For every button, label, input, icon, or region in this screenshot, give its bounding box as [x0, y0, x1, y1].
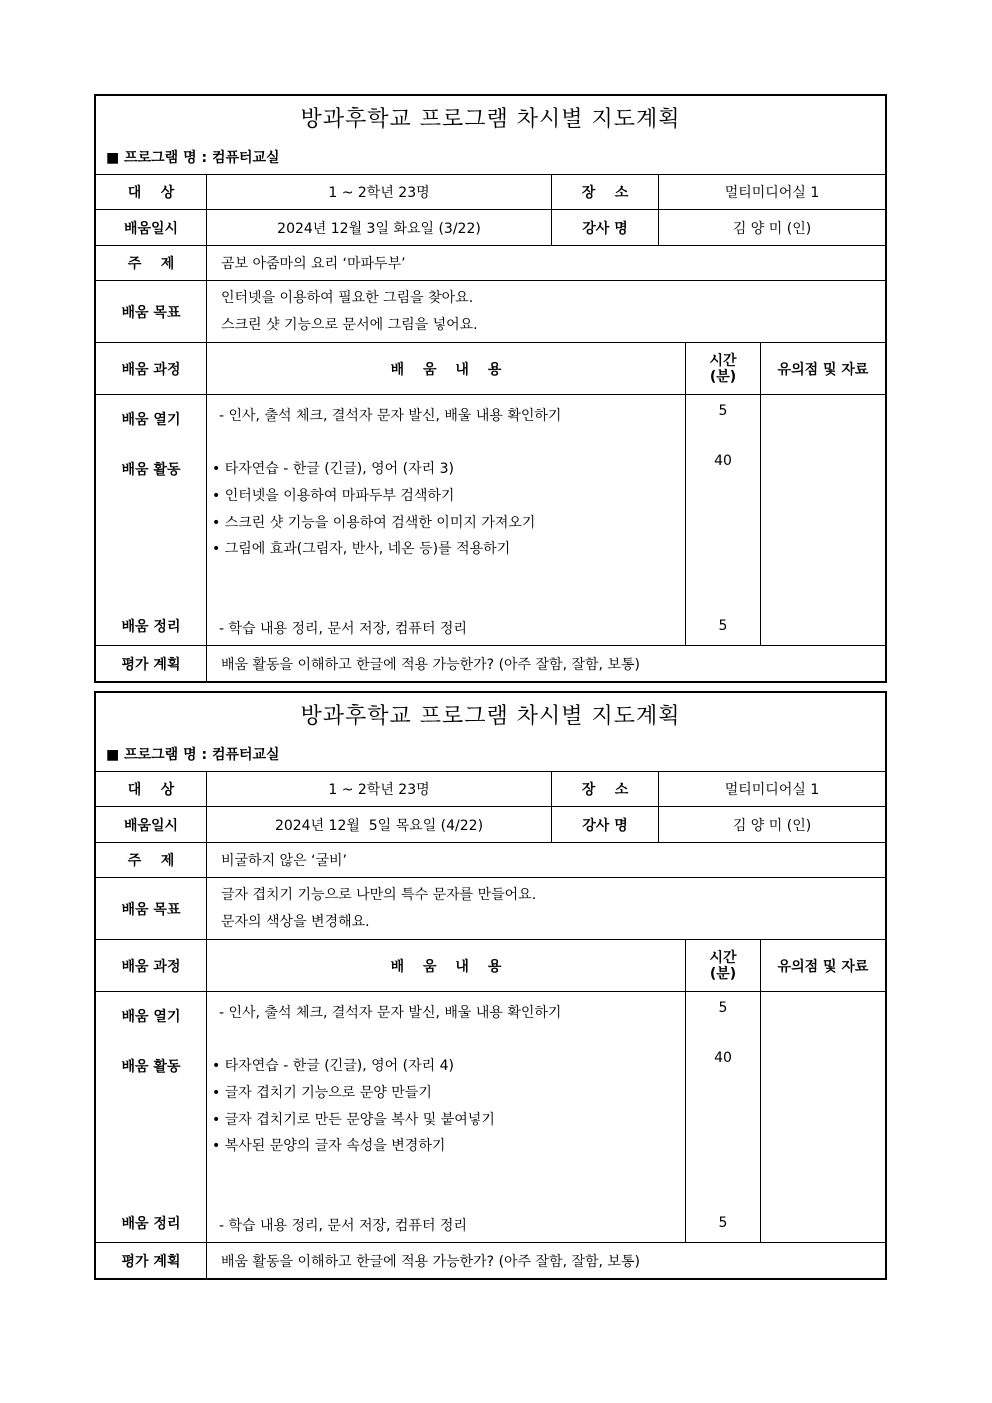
date-row — [96, 210, 885, 246]
topic-row — [96, 246, 885, 281]
time-label: 시간 — [709, 949, 737, 966]
target-value: 1 ~ 2학년 23명 — [207, 772, 552, 806]
open-text: - 인사, 출석 체크, 결석자 문자 발신, 배울 내용 확인하기 — [219, 1005, 562, 1021]
topic-label: 주 제 — [96, 843, 207, 877]
goal-item: 스크린 샷 기능으로 문서에 그림을 넣어요. — [221, 316, 478, 333]
open-text: - 인사, 출석 체크, 결석자 문자 발신, 배울 내용 확인하기 — [219, 408, 562, 424]
notes-label: 유의점 및 자료 — [777, 958, 869, 975]
plan-header — [96, 96, 885, 175]
teacher-label: 강사 명 — [552, 210, 659, 245]
close-text: - 학습 내용 정리, 문서 저장, 컴퓨터 정리 — [219, 1218, 467, 1234]
content-column — [207, 395, 686, 645]
process-header-row — [96, 940, 885, 992]
process-body-row — [96, 992, 885, 1243]
process-label: 배움 과정 — [96, 940, 207, 991]
place-value: 멀티미디어실 1 — [724, 185, 820, 201]
date-row — [96, 807, 885, 843]
phase-activity: 배움 활동 — [121, 1059, 181, 1075]
date-label: 배움일시 — [96, 210, 207, 245]
phase-column — [96, 992, 207, 1242]
time-close: 5 — [718, 618, 728, 634]
goal-list — [207, 878, 885, 939]
plan-title: 방과후학교 프로그램 차시별 지도계획 — [300, 704, 681, 729]
notes-label: 유의점 및 자료 — [777, 361, 869, 378]
content-column — [207, 992, 686, 1242]
activity-item: • 스크린 샷 기능을 이용하여 검색한 이미지 가져오기 — [212, 515, 536, 531]
teacher-label: 강사 명 — [552, 807, 659, 842]
time-header — [686, 940, 761, 991]
notes-column — [761, 395, 885, 645]
phase-column — [96, 395, 207, 645]
goal-item: 문자의 색상을 변경해요. — [221, 913, 370, 930]
plan-header — [96, 693, 885, 772]
time-unit: (분) — [709, 368, 737, 385]
goal-row — [96, 878, 885, 940]
target-label: 대 상 — [96, 175, 207, 209]
time-activity: 40 — [714, 453, 732, 469]
program-name: ■ 프로그램 명 : 컴퓨터교실 — [106, 747, 280, 763]
target-label: 대 상 — [96, 772, 207, 806]
phase-close: 배움 정리 — [121, 619, 181, 635]
time-activity: 40 — [714, 1050, 732, 1066]
date-value: 2024년 12월 5일 목요일 (4/22) — [207, 807, 552, 842]
phase-open: 배움 열기 — [121, 1009, 181, 1025]
eval-row — [96, 1243, 885, 1278]
activity-item: • 글자 겹치기로 만든 문양을 복사 및 붙여넣기 — [212, 1112, 495, 1128]
activity-item: • 글자 겹치기 기능으로 문양 만들기 — [212, 1085, 432, 1101]
teacher-value: 김 양 미 (인) — [732, 817, 812, 834]
time-open: 5 — [718, 1000, 728, 1016]
phase-open: 배움 열기 — [121, 412, 181, 428]
time-column — [686, 395, 761, 645]
program-name: ■ 프로그램 명 : 컴퓨터교실 — [106, 150, 280, 166]
target-row — [96, 175, 885, 210]
goal-item: 인터넷을 이용하여 필요한 그림을 찾아요. — [221, 289, 474, 306]
activity-item: • 그림에 효과(그림자, 반사, 네온 등)를 적용하기 — [212, 541, 511, 557]
goal-row — [96, 281, 885, 343]
plan-title: 방과후학교 프로그램 차시별 지도계획 — [300, 107, 681, 132]
eval-value: 배움 활동을 이해하고 한글에 적용 가능한가? (아주 잘함, 잘함, 보통) — [221, 656, 640, 673]
activity-item: • 타자연습 - 한글 (긴글), 영어 (자리 4) — [212, 1058, 454, 1074]
place-label: 장 소 — [552, 175, 659, 209]
eval-label: 평가 계획 — [96, 1243, 207, 1278]
activity-item: • 복사된 문양의 글자 속성을 변경하기 — [212, 1138, 446, 1154]
goal-label: 배움 목표 — [96, 878, 207, 939]
target-row — [96, 772, 885, 807]
time-label: 시간 — [709, 352, 737, 369]
phase-close: 배움 정리 — [121, 1216, 181, 1232]
eval-label: 평가 계획 — [96, 646, 207, 681]
topic-label: 주 제 — [96, 246, 207, 280]
goal-item: 글자 겹치기 기능으로 나만의 특수 문자를 만들어요. — [221, 886, 537, 903]
topic-row — [96, 843, 885, 878]
time-close: 5 — [718, 1215, 728, 1231]
process-header-row — [96, 343, 885, 395]
eval-value: 배움 활동을 이해하고 한글에 적용 가능한가? (아주 잘함, 잘함, 보통) — [221, 1253, 640, 1270]
close-text: - 학습 내용 정리, 문서 저장, 컴퓨터 정리 — [219, 621, 467, 637]
date-value: 2024년 12월 3일 화요일 (3/22) — [207, 210, 552, 245]
target-value: 1 ~ 2학년 23명 — [207, 175, 552, 209]
goal-list — [207, 281, 885, 342]
topic-value: 곰보 아줌마의 요리 ‘마파두부’ — [221, 256, 406, 272]
time-column — [686, 992, 761, 1242]
phase-activity: 배움 활동 — [121, 462, 181, 478]
goal-label: 배움 목표 — [96, 281, 207, 342]
activity-item: • 타자연습 - 한글 (긴글), 영어 (자리 3) — [212, 461, 454, 477]
date-label: 배움일시 — [96, 807, 207, 842]
content-label: 배 움 내 용 — [207, 940, 686, 991]
teacher-value: 김 양 미 (인) — [732, 220, 812, 237]
activity-item: • 인터넷을 이용하여 마파두부 검색하기 — [212, 488, 455, 504]
content-label: 배 움 내 용 — [207, 343, 686, 394]
lesson-plan-2 — [94, 691, 887, 1280]
place-label: 장 소 — [552, 772, 659, 806]
process-label: 배움 과정 — [96, 343, 207, 394]
time-open: 5 — [718, 403, 728, 419]
notes-column — [761, 992, 885, 1242]
process-body-row — [96, 395, 885, 646]
lesson-plan-1 — [94, 94, 887, 683]
topic-value: 비굴하지 않은 ‘굴비’ — [221, 853, 347, 869]
time-header — [686, 343, 761, 394]
place-value: 멀티미디어실 1 — [724, 782, 820, 798]
eval-row — [96, 646, 885, 681]
time-unit: (분) — [709, 965, 737, 982]
